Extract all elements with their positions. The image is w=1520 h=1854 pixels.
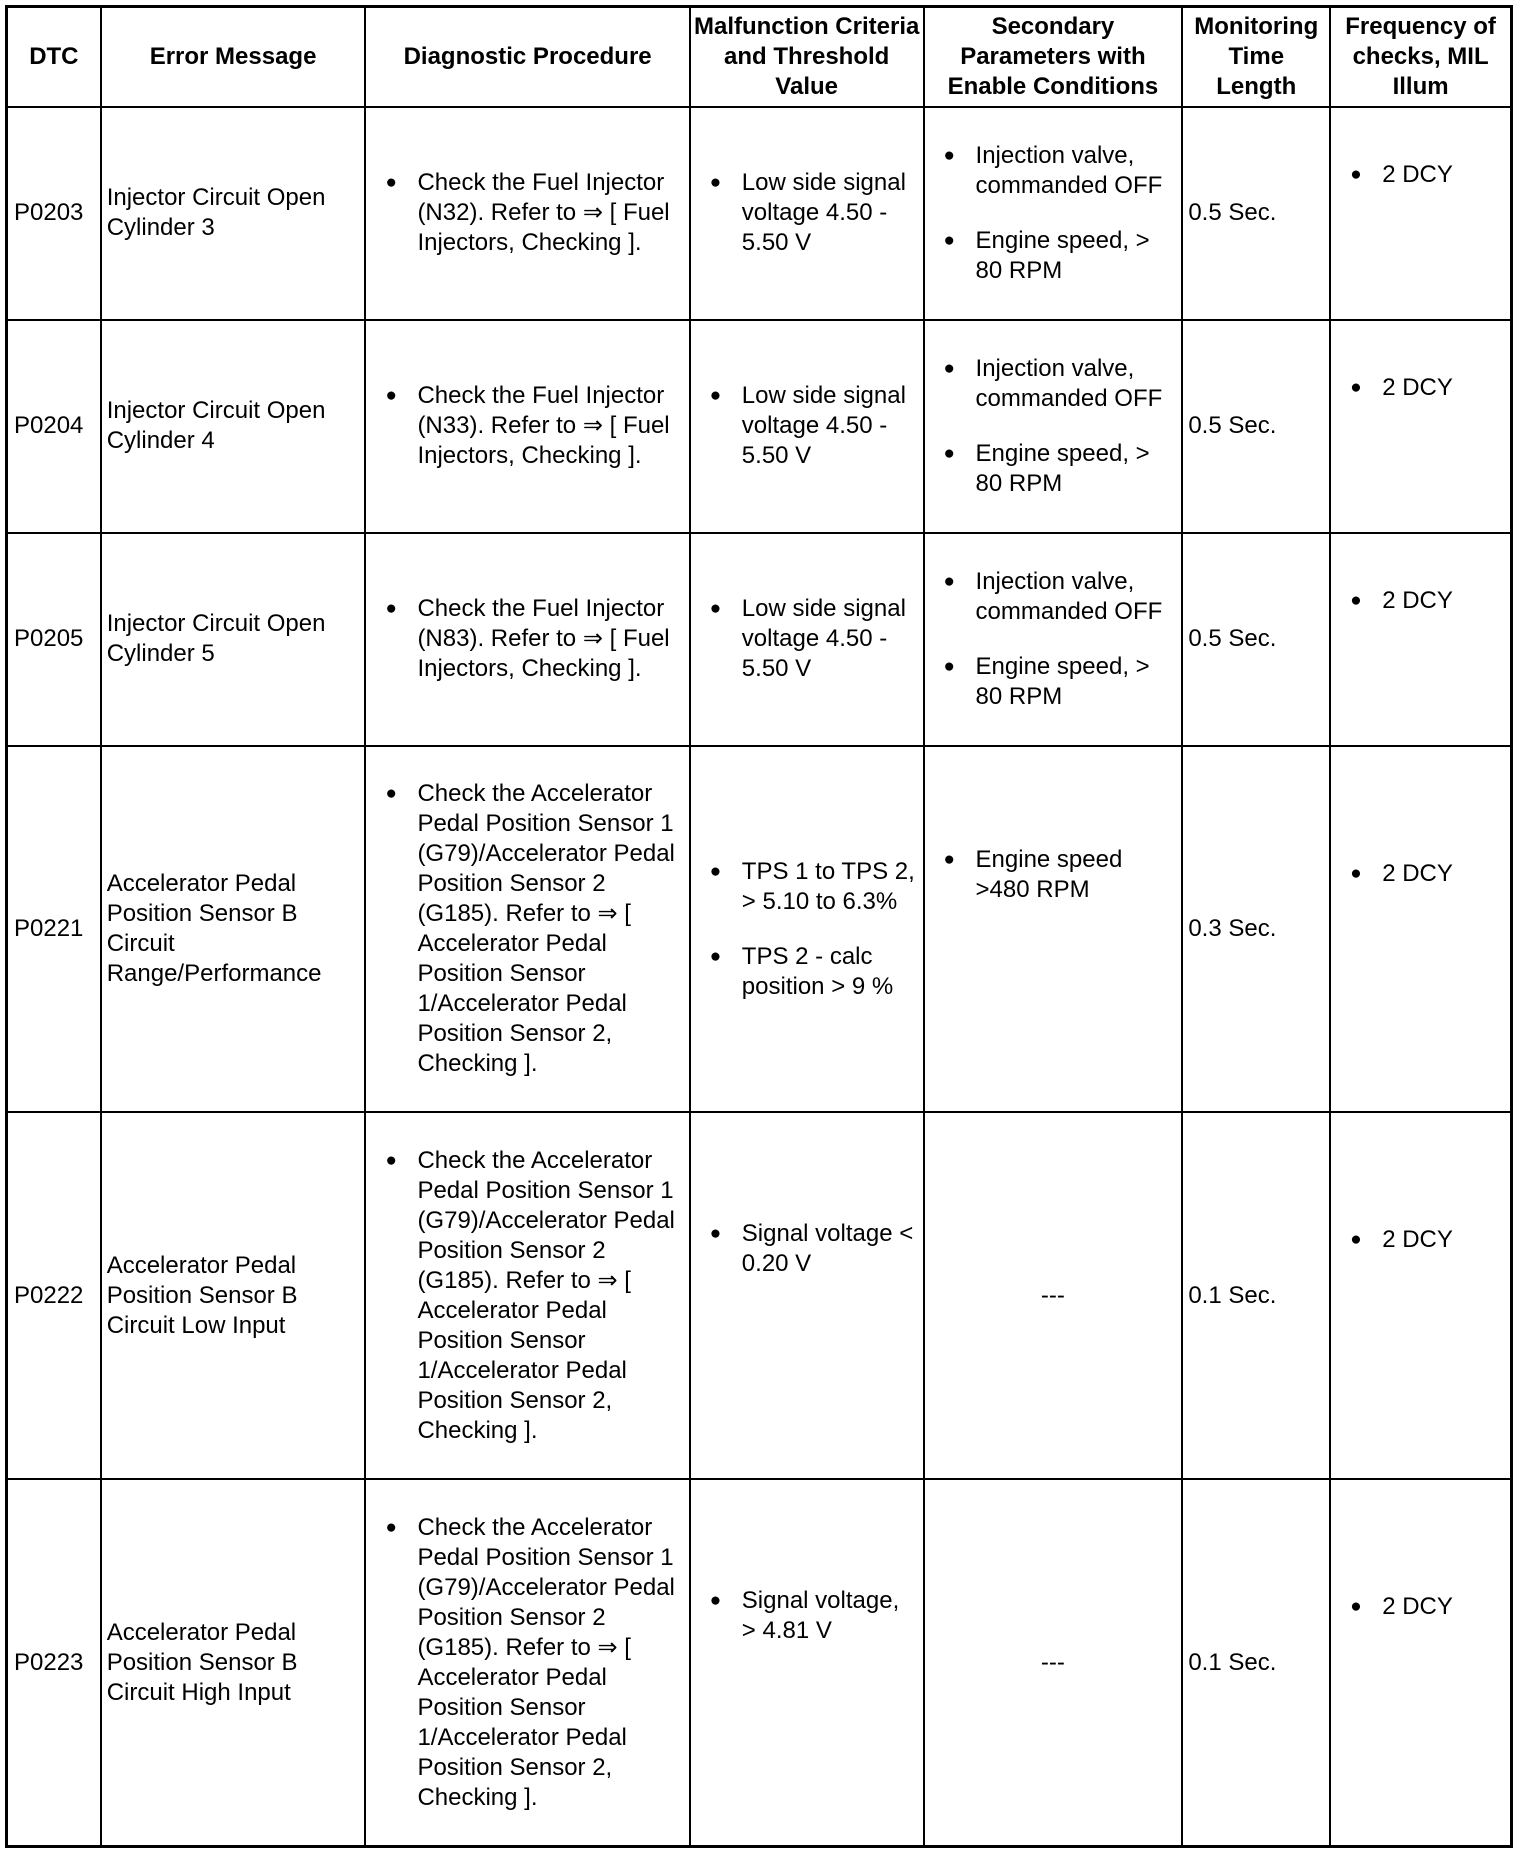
error-message: Accelerator Pedal Position Sensor B Circuit Low Input: [101, 1112, 366, 1479]
diagnostic-procedure: [365, 533, 689, 746]
criteria-item: ● TPS 1 to TPS 2, > 5.10 to 6.3%: [696, 857, 918, 917]
malfunction-criteria: [690, 746, 924, 1113]
error-message: Injector Circuit Open Cylinder 3: [101, 107, 366, 320]
header-frequency: Frequency of checks, MIL Illum: [1330, 7, 1511, 108]
diagnostic-procedure: [365, 320, 689, 533]
criteria-item: ● Low side signal voltage 4.50 - 5.50 V: [696, 168, 918, 258]
procedure-item: ● Check the Accelerator Pedal Position Sensor 1 (G79)/Accelerator Pedal Position Sensor 2 (G185). Refer to ⇒ [ Accelerator Pedal Position Sensor 1/Accelerator Pedal Position Sensor 2, Checking ].: [371, 1146, 683, 1446]
error-message: Injector Circuit Open Cylinder 4: [101, 320, 366, 533]
criteria-item: ● Signal voltage < 0.20 V: [696, 1219, 918, 1279]
frequency: [1330, 746, 1511, 1113]
monitoring-time: 0.5 Sec.: [1182, 533, 1330, 746]
secondary-item: ● Injection valve, commanded OFF: [930, 354, 1177, 414]
secondary-item: ● Engine speed, > 80 RPM: [930, 439, 1177, 499]
secondary-item: ● Engine speed, > 80 RPM: [930, 226, 1177, 286]
procedure-item: ● Check the Fuel Injector (N33). Refer to ⇒ [ Fuel Injectors, Checking ].: [371, 381, 683, 471]
malfunction-criteria: [690, 1112, 924, 1479]
dtc-code: P0223: [7, 1479, 101, 1846]
dtc-code: P0205: [7, 533, 101, 746]
criteria-item: ● Signal voltage, > 4.81 V: [696, 1586, 918, 1646]
monitoring-time: 0.1 Sec.: [1182, 1112, 1330, 1479]
secondary-item: ● Engine speed >480 RPM: [930, 845, 1177, 905]
secondary-item: ● Engine speed, > 80 RPM: [930, 652, 1177, 712]
frequency: [1330, 107, 1511, 320]
secondary-item: ● Injection valve, commanded OFF: [930, 141, 1177, 201]
procedure-item: ● Check the Accelerator Pedal Position Sensor 1 (G79)/Accelerator Pedal Position Sensor 2 (G185). Refer to ⇒ [ Accelerator Pedal Position Sensor 1/Accelerator Pedal Position Sensor 2, Checking ].: [371, 1513, 683, 1813]
dtc-code: P0203: [7, 107, 101, 320]
error-message: Accelerator Pedal Position Sensor B Circuit Range/Performance: [101, 746, 366, 1113]
table-row: [7, 1112, 1512, 1479]
malfunction-criteria: [690, 107, 924, 320]
table-row: [7, 533, 1512, 746]
frequency-item: ● 2 DCY: [1336, 373, 1505, 403]
frequency: [1330, 1112, 1511, 1479]
monitoring-time: 0.1 Sec.: [1182, 1479, 1330, 1846]
secondary-parameters: [924, 533, 1183, 746]
monitoring-time: 0.3 Sec.: [1182, 746, 1330, 1113]
criteria-item: ● Low side signal voltage 4.50 - 5.50 V: [696, 381, 918, 471]
procedure-item: ● Check the Fuel Injector (N32). Refer to ⇒ [ Fuel Injectors, Checking ].: [371, 168, 683, 258]
frequency-item: ● 2 DCY: [1336, 1225, 1505, 1255]
diagnostic-procedure: [365, 746, 689, 1113]
frequency-item: ● 2 DCY: [1336, 1592, 1505, 1622]
secondary-item: ● Injection valve, commanded OFF: [930, 567, 1177, 627]
diagnostic-procedure: [365, 1112, 689, 1479]
criteria-item: ● TPS 2 - calc position > 9 %: [696, 942, 918, 1002]
secondary-parameters: [924, 107, 1183, 320]
criteria-item: ● Low side signal voltage 4.50 - 5.50 V: [696, 594, 918, 684]
malfunction-criteria: [690, 533, 924, 746]
secondary-parameters: ---: [924, 1479, 1183, 1846]
diagnostic-procedure: [365, 1479, 689, 1846]
header-diagnostic-procedure: Diagnostic Procedure: [365, 7, 689, 108]
frequency-item: ● 2 DCY: [1336, 859, 1505, 889]
malfunction-criteria: [690, 320, 924, 533]
frequency: [1330, 1479, 1511, 1846]
diagnostic-procedure: [365, 107, 689, 320]
monitoring-time: 0.5 Sec.: [1182, 320, 1330, 533]
header-error-message: Error Message: [101, 7, 366, 108]
table-row: [7, 107, 1512, 320]
header-malfunction-criteria: Malfunction Criteria and Threshold Value: [690, 7, 924, 108]
dtc-code: P0222: [7, 1112, 101, 1479]
frequency-item: ● 2 DCY: [1336, 586, 1505, 616]
procedure-item: ● Check the Accelerator Pedal Position Sensor 1 (G79)/Accelerator Pedal Position Sensor 2 (G185). Refer to ⇒ [ Accelerator Pedal Position Sensor 1/Accelerator Pedal Position Sensor 2, Checking ].: [371, 779, 683, 1079]
monitoring-time: 0.5 Sec.: [1182, 107, 1330, 320]
dtc-code: P0204: [7, 320, 101, 533]
table-row: [7, 1479, 1512, 1846]
table-row: [7, 320, 1512, 533]
frequency: [1330, 533, 1511, 746]
header-row: [7, 7, 1512, 108]
secondary-parameters: [924, 320, 1183, 533]
frequency-item: ● 2 DCY: [1336, 160, 1505, 190]
procedure-item: ● Check the Fuel Injector (N83). Refer to ⇒ [ Fuel Injectors, Checking ].: [371, 594, 683, 684]
dtc-code: P0221: [7, 746, 101, 1113]
error-message: Injector Circuit Open Cylinder 5: [101, 533, 366, 746]
header-secondary-parameters: Secondary Parameters with Enable Conditions: [924, 7, 1183, 108]
dtc-table: [5, 5, 1513, 1848]
secondary-parameters: [924, 746, 1183, 1113]
secondary-parameters: ---: [924, 1112, 1183, 1479]
header-dtc: DTC: [7, 7, 101, 108]
error-message: Accelerator Pedal Position Sensor B Circuit High Input: [101, 1479, 366, 1846]
table-row: [7, 746, 1512, 1113]
frequency: [1330, 320, 1511, 533]
header-monitoring-time: Monitoring Time Length: [1182, 7, 1330, 108]
malfunction-criteria: [690, 1479, 924, 1846]
